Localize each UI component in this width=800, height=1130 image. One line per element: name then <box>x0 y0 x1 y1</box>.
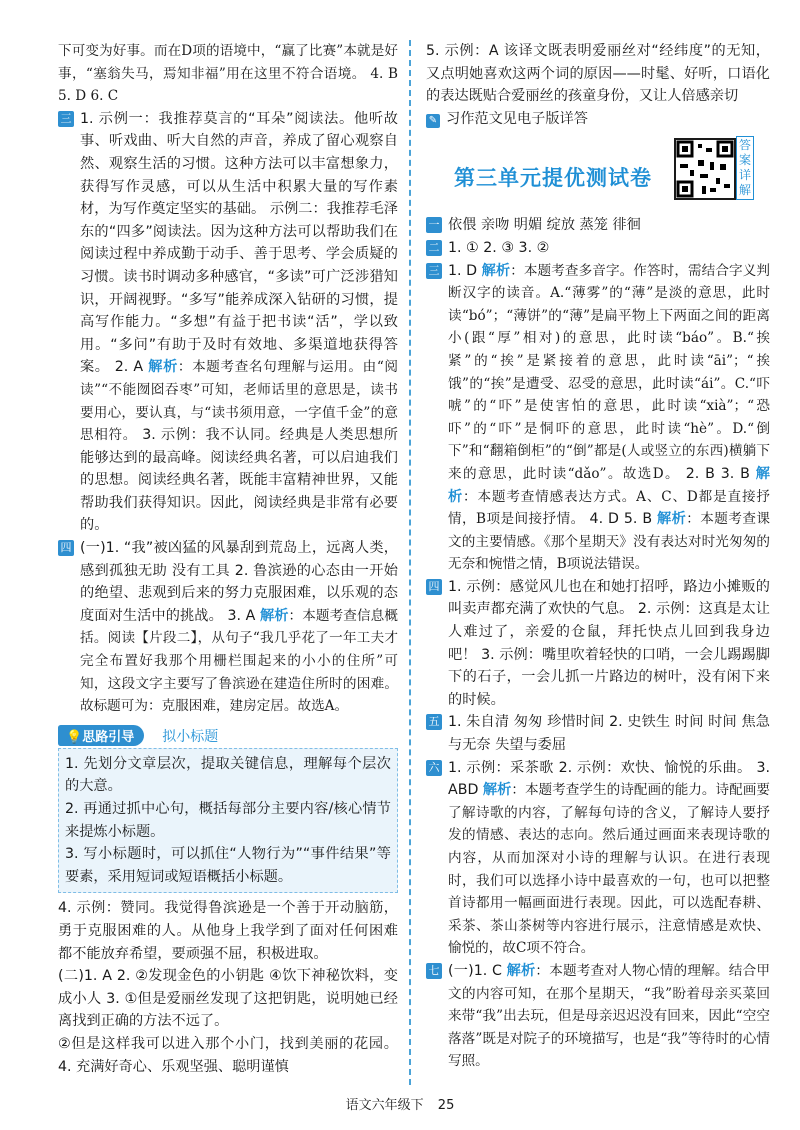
section-3-answer-2: 2. A <box>114 359 144 376</box>
q-section-6-answer <box>448 757 770 960</box>
answer-detail-label: 答案详解 <box>736 136 754 200</box>
answer-part-2: (二)1. A 2. ②发现金色的小钥匙 ④饮下神秘饮料，变成小人 3. ①但是爱丽丝发现了这把钥匙，说明她已经离找到正确的方法不远了。 <box>58 968 398 1030</box>
lightbulb-icon: 💡 <box>66 730 83 746</box>
q-section-6-marker: 六 <box>426 760 442 776</box>
q3-answer-1: 1. D <box>448 262 478 279</box>
section-4-answer <box>80 537 398 718</box>
q3-analysis-3: ：本题考查情感表达方式。A、C、D都是直接抒情，B项是间接抒情。 <box>448 488 770 528</box>
q6-answer-3: 3. ABD <box>448 759 770 799</box>
analysis-label: 解析 <box>482 782 512 799</box>
page-footer <box>0 1094 800 1113</box>
composition-note <box>426 108 770 131</box>
analysis-label: 解析 <box>448 465 770 505</box>
q-section-5-answer: 1. 朱自清 匆匆 珍惜时间 2. 史铁生 时间 时间 焦急与无奈 失望与委屈 <box>448 714 770 754</box>
analysis-label: 解析 <box>506 962 536 979</box>
q3-analysis-5: ：本题考查课文的主要情感。《那个星期天》没有表达对时光匆匆的无奈和惋惜之情，B项说法错误。 <box>448 511 770 573</box>
right-paragraph-5: 5. 示例：A 该译文既表明爱丽丝对“经纬度”的无知，又点明她喜欢这两个词的原因——时髦、好听，口语化的表达既贴合爱丽丝的孩童身份，又让人倍感亲切 <box>426 43 770 105</box>
page-number: 25 <box>437 1098 455 1113</box>
q-section-3-answer <box>448 260 770 576</box>
tip-tag-label: 思路引导 <box>82 730 135 746</box>
q-section-1 <box>426 214 770 237</box>
tip-header <box>58 724 398 748</box>
tip-item: 3. 写小标题时，可以抓住“人物行为”“事件结果”等要素，采用短词或短语概括小标题。 <box>65 846 391 885</box>
q-section-2-answer: 1. ① 2. ③ 3. ② <box>448 239 550 256</box>
q3-answer-4-5: 4. D 5. B <box>589 511 653 528</box>
q3-answer-2-3: 2. B 3. B <box>685 465 750 482</box>
section-4-analysis-3: ：本题考查信息概括。阅读【片段二】，从句子“我几乎花了一年工夫才完全布置好我那个用栅栏围起来的小小的住所”可知，这段文字主要写了鲁滨逊在建造住所时的困难。故标题可为：克服困难，建房定居。故选A。 <box>80 607 398 715</box>
analysis-label: 解析 <box>481 262 511 279</box>
q-section-5 <box>426 711 770 756</box>
q-section-1-answer: 依偎 亲吻 明媚 绽放 蒸笼 徘徊 <box>448 217 641 234</box>
footer-subject: 语文六年级下 <box>345 1098 424 1113</box>
q-section-6 <box>426 757 770 960</box>
answer-4: 4. 示例：赞同。我觉得鲁滨逊是一个善于开动脑筋，勇于克服困难的人。从他身上我学到了面对任何困难都不能放弃希望，要顽强不屈，积极进取。 <box>58 900 398 962</box>
section-4-answer-3: 3. A <box>227 607 256 624</box>
q3-analysis-1: ：本题考查多音字。作答时，需结合字义判断汉字的读音。A.“薄雾”的“薄”是淡的意思，此时读“bó”；“薄饼”的“薄”是扁平物上下两面之间的距离小(跟“厚”相对)的意思，此时读“báo”。B.“挨紧”的“挨”是紧接着的意思，此时读“āi”；“挨饿”的“挨”是遭受、忍受的意思，此时读“ái”。C.“吓唬”的“吓”是使害怕的意思，此时读“xià”；“恐吓”的“吓”是恫吓的意思，此时读“hè”。D.“倒下”和“翻箱倒柜”的“倒”都是(人或竖立的东西)横躺下来的意思，此时读“dǎo”。故选D。 <box>448 262 770 482</box>
analysis-label: 解析 <box>148 359 178 376</box>
tip-item: 1. 先划分文章层次，提取关键信息，理解每个层次的大意。 <box>65 755 391 795</box>
left-paragraph-0: 下可变为好事。而在D项的语境中，“赢了比赛”本就是好事，“塞翁失马，焉知非福”用在这里不符合语境。 4. B 5. D 6. C <box>58 43 398 105</box>
tip-item: 2. 再通过抓中心句，概括每部分主要内容/核心情节来提炼小标题。 <box>65 801 391 840</box>
section-3-answer-3: 3. 示例：我不认同。经典是人类思想所能够达到的最高峰。阅读经典名著，可以启迪我们的思想。阅读经典名著，既能丰富精神世界，又能帮助我们获得知识。因此，阅读经典是非常有必要的。 <box>80 427 398 534</box>
q6-answer-1-2: 1. 示例：采茶歌 2. 示例：欢快、愉悦的乐曲。 <box>448 759 752 776</box>
q-section-7-answer <box>448 960 770 1073</box>
section-3 <box>58 108 398 537</box>
q-section-2 <box>426 237 770 260</box>
q-section-2-marker: 二 <box>426 240 442 256</box>
section-3-marker: 三 <box>58 111 74 127</box>
section-3-text-1: 1. 示例一：我推荐莫言的“耳朵”阅读法。他听故事、听戏曲、听大自然的声音，养成了留心观察自然、观察生活的习惯。这种方法可以丰富想象力，获得写作灵感，可以从生活中积累大量的写作素材，为写作奠定坚实的基础。 示例二：我推荐毛泽东的“四多”阅读法。因为这种方法可以帮助我们在阅读过程中养成勤于动手、善于思考、学会质疑的习惯。读书时调动多种感官，“多读”可广泛涉猎知识，开阔视野。“多写”能养成深入钻研的习惯，提高写作能力。“多想”有益于把书读“活”，学以致用。“多问”有助于及时有效地、多渠道地获得答案。 <box>80 110 398 376</box>
section-3-answer-1 <box>80 108 398 537</box>
section-4-marker: 四 <box>58 540 74 556</box>
column-divider <box>409 40 411 1085</box>
q-section-4-marker: 四 <box>426 579 442 595</box>
analysis-label: 解析 <box>657 511 687 528</box>
q-section-4-answer: 1. 示例：感觉风儿也在和她打招呼，路边小摊贩的叫卖声都充满了欢快的气息。 2. 示例：这真是太让人难过了，亲爱的仓鼠，拜托快点儿回到我身边吧！ 3. 示例：嘴里吹着轻快的口哨，一会儿踢踢脚下的石子，一会儿抓一片路边的树叶，没有闲下来的时候。 <box>448 578 770 708</box>
q-section-4 <box>426 576 770 712</box>
q7-answer-1: (一)1. C <box>448 962 502 979</box>
tip-content <box>58 748 398 894</box>
tip-title: 拟小标题 <box>162 728 219 745</box>
composition-note-text: 习作范文见电子版详答 <box>446 110 588 127</box>
section-4 <box>58 537 398 718</box>
q-section-7 <box>426 960 770 1073</box>
section-3-analysis-2: ：本题考查名句理解与运用。由“阅读”“不能囫囵吞枣”可知，老师话里的意思是，读书要用心，要认真，与“读书须用意，一字值千金”的意思相符。 <box>80 359 398 444</box>
answer-part-2-cont: ②但是这样我可以进入那个小门，找到美丽的花园。 4. 充满好奇心、乐观坚强、聪明谨慎 <box>58 1035 398 1075</box>
q-section-7-marker: 七 <box>426 963 442 979</box>
unit-title-row <box>426 138 770 208</box>
right-column <box>426 40 770 1073</box>
tip-box <box>58 724 398 894</box>
qr-code-icon[interactable] <box>674 138 736 200</box>
section-4-continued <box>58 897 398 1078</box>
tip-tag <box>58 725 144 746</box>
q-section-3-marker: 三 <box>426 263 442 279</box>
q-section-3 <box>426 260 770 576</box>
q7-analysis-1: ：本题考查对人物心情的理解。结合甲文的内容可知，在那个星期天，“我”盼着母亲买菜回来带“我”出去玩，但是母亲迟迟没有回来，因此“空空落落”既是对院子的环境描写，也是“我”等待时的心情写照。 <box>448 962 770 1070</box>
analysis-label: 解析 <box>259 607 289 624</box>
unit-title: 第三单元提优测试卷 <box>454 166 652 191</box>
q-section-5-marker: 五 <box>426 714 442 730</box>
q-section-1-marker: 一 <box>426 217 442 233</box>
pencil-icon: ✎ <box>426 114 440 128</box>
q6-analysis-3: ：本题考查学生的诗配画的能力。诗配画要了解诗歌的内容，了解每句诗的含义，了解诗人要抒发的情感、表达的志向。然后通过画面来表现诗歌的内容，从而加深对小诗的理解与认识。在进行表现时，我们可以选择小诗中最喜欢的一句，也可以把整首诗都用一幅画面进行表现。因此，可以选配春耕、采茶、茶山茶树等内容进行展示，注意情感是欢快、愉悦的，故C项不符合。 <box>448 782 770 957</box>
section-4-text-1: (一)1. “我”被凶猛的风暴刮到荒岛上，远离人类，感到孤独无助 没有工具 2. 鲁滨逊的心态由一开始的绝望、悲观到后来的努力克服困难，以乐观的态度面对生活中的挑战。 <box>80 540 398 624</box>
left-column <box>58 40 398 1078</box>
